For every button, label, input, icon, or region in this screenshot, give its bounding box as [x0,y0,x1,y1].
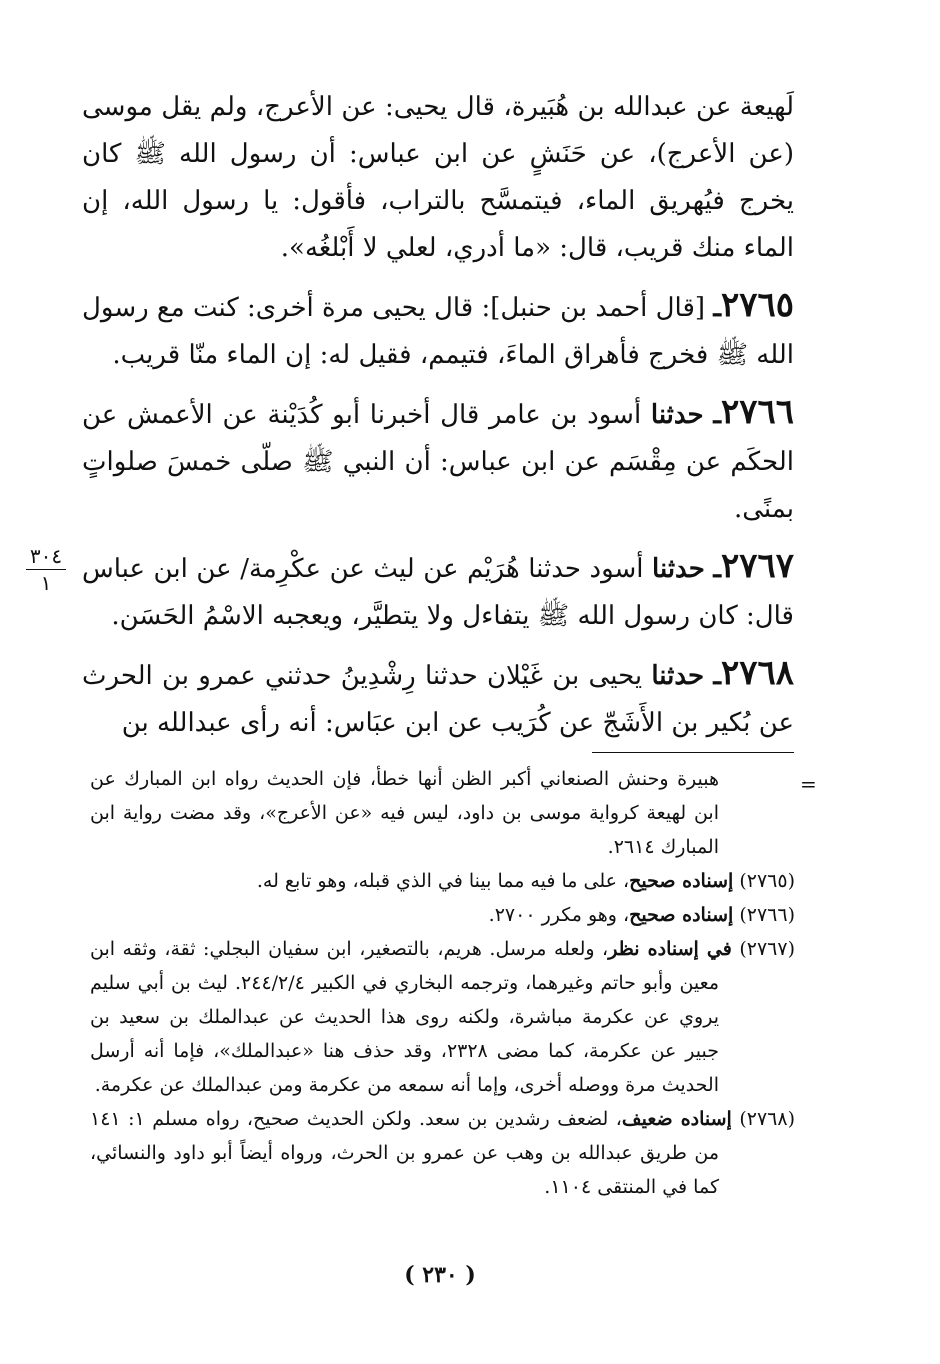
hadith-number: ٢٧٦٧ [720,546,794,586]
hadith-keyword: حدثنا [650,400,704,430]
footnote-continuation-mark: = [800,772,817,796]
footnote-text: هبيرة وحنش الصنعاني أكبر الظن أنها خطأ، فإن الحديث رواه ابن المبارك عن ابن لهيعة كرواية موسى بن داود، ليس فيه «عن الأعرج»، وقد مضت رواية ابن المبارك ٢٦١٤. [90,768,719,858]
footnote-grade: إسناده صحيح [629,904,734,926]
footnote-2767 [90,932,795,1102]
footnote-grade: إسناده ضعيف [621,1108,732,1130]
footnote-number: (٢٧٦٦) [739,904,795,926]
footnote-number: (٢٧٦٥) [739,870,795,892]
hadith-text: لَهيعة عن عبدالله بن هُبَيرة، قال يحيى: عن الأعرج، ولم يقل موسى (عن الأعرج)، عن حَنَشٍ عن ابن عباس: أن رسول الله ﷺ كان يخرج فيُهريق الماء، فيتمسَّح بالتراب، فأقول: يا رسول الله، إن الماء منك قريب، قال: «ما أدري، لعلي لا أَبْلغُه». [82,92,794,263]
page-number: ( ٢٣٠ ) [404,1262,476,1288]
footnote-text: ، ولعله مرسل. هريم، بالتصغير، ابن سفيان البجلي: ثقة، وثقه ابن معين وأبو حاتم وغيرهما، وترجمه البخاري في الكبير ٢٤٤/٢/٤. ليث بن أبي سليم يروي عن عكرمة مباشرة، ولكنه روى هذا الحديث عن عبدالملك بن سعيد بن جبير عن عكرمة، كما مضى ٢٣٢٨، وقد حذف هنا «عبدالملك»، فإما أنه أرسل الحديث مرة ووصله أخرى، وإما أنه سمعه من عكرمة ومن عبدالملك عن عكرمة. [90,938,720,1096]
margin-page-reference [26,545,66,594]
hadith-dash: ـ [713,661,721,691]
hadith-keyword: حدثنا [652,554,705,584]
hadith-number: ٢٧٦٦ [720,392,794,432]
hadith-text: أسود بن عامر قال أخبرنا أبو كُدَيْنة عن الأعمش عن الحكَم عن مِقْسَم عن ابن عباس: أن النبي ﷺ صلّى خمسَ صلواتٍ بمنًى. [82,400,794,524]
margin-ref-volume: ٣٠٤ [26,545,66,570]
main-text [82,84,794,757]
hadith-2768 [82,650,794,747]
footnote-2766 [90,898,795,932]
margin-ref-part: ١ [40,571,52,595]
footnote-continued [90,762,795,864]
hadith-2767 [82,543,794,640]
footnote-number: (٢٧٦٨) [739,1108,795,1130]
footnote-2765 [90,864,795,898]
hadith-text: يحيى بن غَيْلان حدثنا رِشْدِينُ حدثني عمرو بن الحرث عن بُكير بن الأَشَجّ عن كُرَيب عن ابن عبَاس: أنه رأى عبدالله بن [82,661,794,738]
footnote-text: ، لضعف رشدين بن سعد. ولكن الحديث صحيح، رواه مسلم ١: ١٤١ من طريق عبدالله بن وهب عن عمرو بن الحرث، ورواه أيضاً أبو داود والنسائي، كما في المنتقى ١١٠٤. [90,1108,719,1198]
footnotes [90,762,795,1204]
hadith-dash: ـ [713,293,721,323]
footnote-2768 [90,1102,795,1204]
footnote-text: ، على ما فيه مما بينا في الذي قبله، وهو تابع له. [256,870,630,892]
hadith-2766 [82,389,794,533]
hadith-text: [قال أحمد بن حنبل]: قال يحيى مرة أخرى: كنت مع رسول الله ﷺ فخرج فأهراق الماءَ، فتيمم، فقيل له: إن الماء منّا قريب. [82,293,794,370]
hadith-number: ٢٧٦٨ [720,653,795,693]
hadith-2765 [82,282,794,379]
footnote-divider [592,752,794,753]
hadith-keyword: حدثنا [651,661,705,691]
hadith-dash: ـ [713,400,721,430]
hadith-number: ٢٧٦٥ [720,285,794,325]
footnote-text: ، وهو مكرر ٢٧٠٠. [488,904,630,926]
hadith-continuation [82,84,794,272]
footnote-grade: في إسناده نظر [608,938,732,960]
hadith-text: أسود حدثنا هُرَيْم عن ليث عن عكْرِمة/ عن ابن عباس قال: كان رسول الله ﷺ يتفاءل ولا يتطيَّر، ويعجبه الاسْمُ الحَسَن. [82,554,794,631]
hadith-dash: ـ [713,554,721,584]
footnote-number: (٢٧٦٧) [739,938,795,960]
footnote-grade: إسناده صحيح [629,870,734,892]
